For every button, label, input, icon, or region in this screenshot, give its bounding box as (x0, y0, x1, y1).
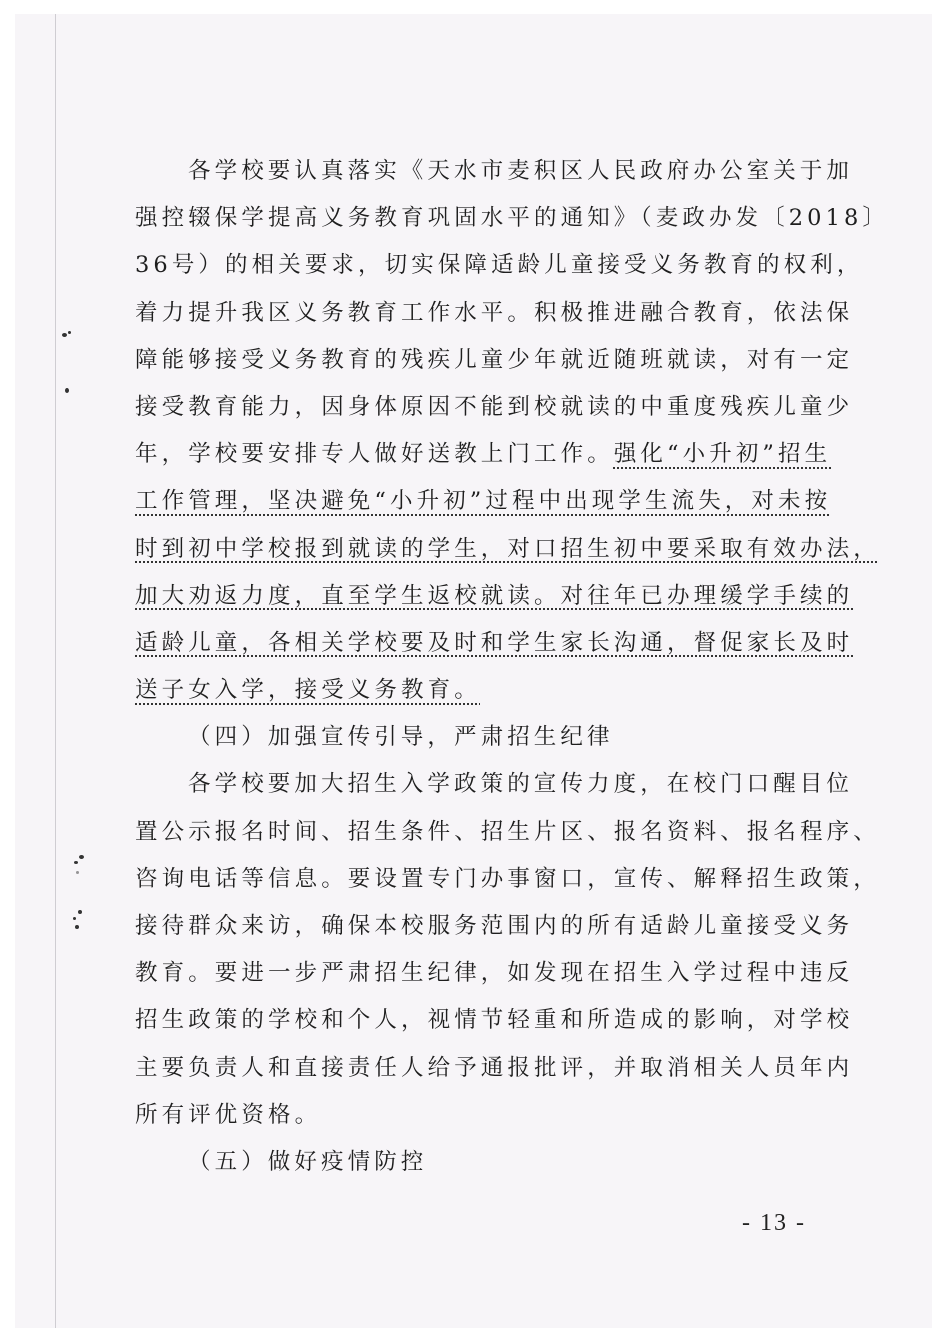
paragraph-line (135, 526, 880, 573)
text-line: 接待群众来访，确保本校服务范围内的所有适龄儿童接受义务 (135, 913, 854, 939)
paragraph-line (135, 290, 854, 337)
scan-speck (62, 333, 67, 337)
text-line: 强控辍保学提高义务教育巩固水平的通知》（麦政办发〔2018〕 (135, 205, 890, 232)
heading-text: （四）加强宣传引导，严肃招生纪律 (188, 724, 614, 751)
scan-speck (75, 925, 79, 929)
text-line: 置公示报名时间、招生条件、招生片区、报名资料、报名程序、 (135, 818, 880, 845)
page-number: - 13 - (742, 1210, 806, 1236)
scan-speck (68, 331, 71, 334)
text-line: 各学校要认真落实《天水市麦积区人民政府办公室关于加 (188, 158, 854, 184)
paragraph-line (135, 242, 864, 289)
text-line: 着力提升我区义务教育工作水平。积极推进融合教育，依法保 (135, 299, 854, 326)
binding-line (55, 14, 56, 1328)
paragraph-line (135, 431, 835, 478)
paragraph-line (135, 620, 854, 667)
paragraph-line (135, 667, 835, 714)
text-line: 咨询电话等信息。要设置专门办事窗口，宣传、解释招生政策， (135, 865, 880, 892)
paragraph-line (135, 384, 854, 431)
paragraph-line (135, 856, 880, 903)
paragraph-line (135, 1092, 835, 1139)
underlined-text: 适龄儿童，各相关学校要及时和学生家长沟通，督促家长及时 (135, 629, 854, 656)
section-heading-4 (135, 714, 835, 761)
scan-speck (76, 871, 79, 874)
text-line: 接受教育能力，因身体原因不能到校就读的中重度残疾儿童少 (135, 393, 854, 420)
scan-speck (78, 910, 82, 914)
paragraph-line (135, 573, 854, 620)
text-line: 主要负责人和直接责任人给予通报批评，并取消相关人员年内 (135, 1054, 854, 1081)
paragraph-line (135, 997, 854, 1044)
underlined-text: 时到初中学校报到就读的学生，对口招生初中要采取有效办法， (135, 535, 880, 562)
underlined-text: 工作管理，坚决避免“小升初”过程中出现学生流失，对未按 (135, 488, 832, 515)
paragraph-line (135, 950, 854, 997)
paragraph-line (135, 903, 854, 950)
text-line: 年，学校要安排专人做好送教上门工作。 (135, 441, 614, 468)
paragraph-line (135, 195, 890, 242)
text-line: 所有评优资格。 (135, 1101, 322, 1128)
underlined-text: 强化“小升初”招生 (613, 441, 832, 468)
paragraph-line (135, 1045, 854, 1092)
heading-text: （五）做好疫情防控 (188, 1148, 428, 1175)
paragraph-line (135, 337, 854, 384)
scan-speck (65, 388, 69, 393)
paragraph-line (135, 478, 835, 525)
document-body (135, 148, 890, 1186)
scan-speck (73, 917, 76, 920)
section-heading-5 (135, 1139, 835, 1186)
text-line: 教育。要进一步严肃招生纪律，如发现在招生入学过程中违反 (135, 960, 854, 987)
underlined-text: 送子女入学，接受义务教育。 (135, 677, 481, 704)
text-line: 障能够接受义务教育的残疾儿童少年就近随班就读，对有一定 (135, 346, 854, 373)
underlined-text: 加大劝返力度，直至学生返校就读。对往年已办理缓学手续的 (135, 582, 854, 609)
scan-speck (74, 861, 78, 864)
text-line: 36号）的相关要求，切实保障适龄儿童接受义务教育的权利， (135, 252, 864, 279)
text-line: 各学校要加大招生入学政策的宣传力度，在校门口醒目位 (188, 771, 854, 798)
paragraph-line (135, 809, 880, 856)
paragraph-line (135, 148, 854, 195)
text-line: 招生政策的学校和个人，视情节轻重和所造成的影响，对学校 (135, 1007, 854, 1034)
scan-speck (79, 855, 84, 859)
paragraph-line (135, 761, 854, 808)
